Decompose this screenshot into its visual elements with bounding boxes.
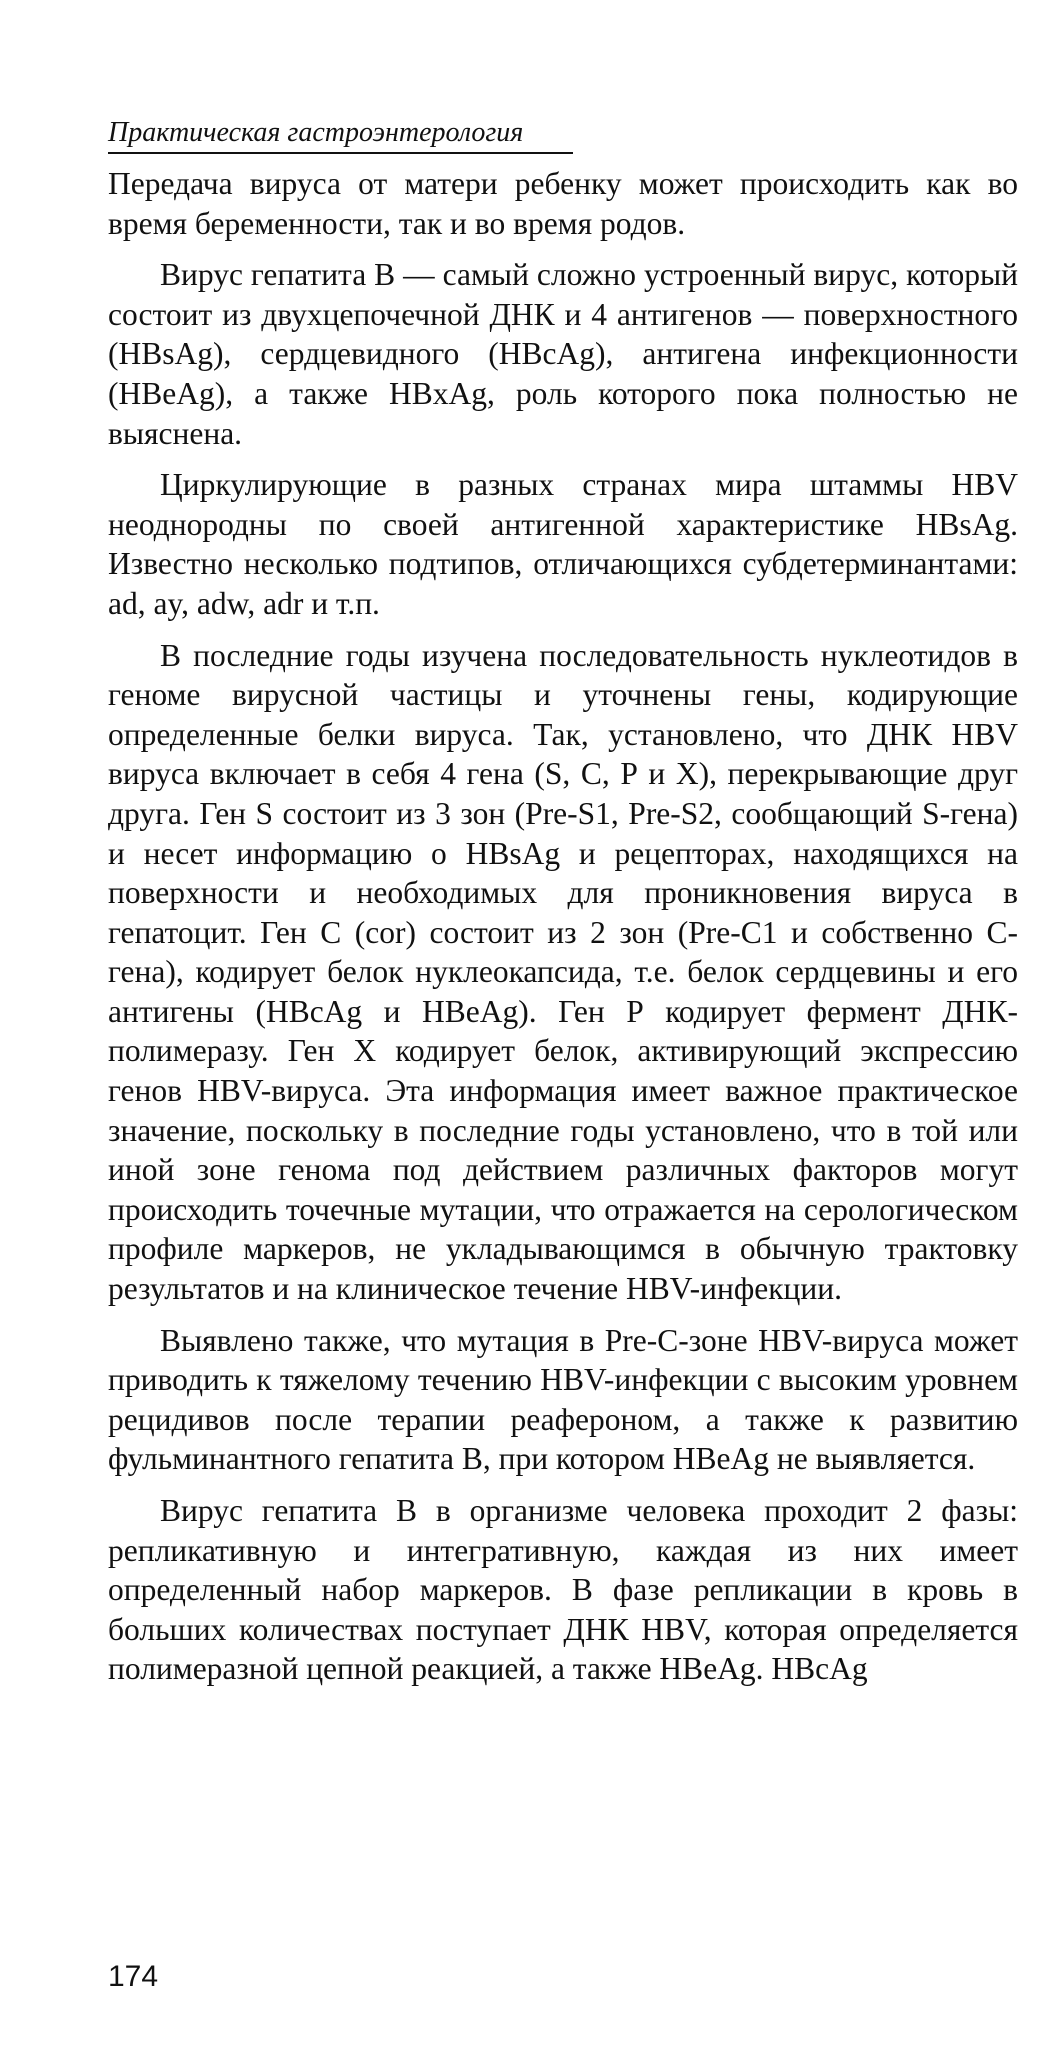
paragraph-1: Передача вируса от матери ребенку может происходить как во время беременности, так и во время родов. xyxy=(108,166,1018,241)
paragraph-4: В последние годы изучена последовательность нуклеотидов в геноме вирусной частицы и уточнены гены, кодирующие определенные белки вируса. Так, установлено, что ДНК HBV вируса включает в себя 4 гена (S, С, Р и X), перекрывающие друг друга. Ген S состоит из 3 зон (Pre-S1, Pre-S2, сообщающий S-гена) и несет информацию о HBsAg и рецепторах, находящихся на поверхности и необходимых для проникновения вируса в гепатоцит. Ген С (cor) состоит из 2 зон (Pre-C1 и собственно С-гена), кодирует белок нуклеокапсида, т.е. белок сердцевины и его антигены (HBcAg и HBeAg). Ген Р кодирует фермент ДНК-полимеразу. Ген X кодирует белок, активирующий экспрессию генов HBV-вируса. Эта информация имеет важное практическое значение, поскольку в последние годы установлено, что в той или иной зоне генома под действием различных факторов могут происходить точечные мутации, что отражается на серологическом профиле маркеров, не укладывающимся в обычную трактовку результатов и на клиническое течение HBV-инфекции. xyxy=(108,637,1018,1307)
paragraph-5: Выявлено также, что мутация в Pre-C-зоне HBV-вируса может приводить к тяжелому течению HBV-инфекции с высоким уровнем рецидивов после терапии реафероном, а также к развитию фульминантного гепатита В, при котором HBeAg не выявляется. xyxy=(108,1322,1018,1477)
body-text xyxy=(108,164,1018,1689)
page-number: 174 xyxy=(108,1960,159,1993)
paragraph-2: Вирус гепатита В — самый сложно устроенный вирус, который состоит из двухцепочечной ДНК и 4 антигенов — поверхностного (HBsAg), сердцевидного (HBcAg), антигена инфекционности (HBeAg), а также HBxAg, роль которого пока полностью не выяснена. xyxy=(108,257,1018,451)
running-head: Практическая гастроэнтерология xyxy=(108,118,573,154)
paragraph-3: Циркулирующие в разных странах мира штаммы HBV неоднородны по своей антигенной характеристике HBsAg. Известно несколько подтипов, отличающихся субдетерминантами: ad, ay, adw, adr и т.п. xyxy=(108,467,1018,621)
paragraph-6: Вирус гепатита В в организме человека проходит 2 фазы: репликативную и интегративную, каждая из них имеет определенный набор маркеров. В фазе репликации в кровь в больших количествах поступает ДНК HBV, которая определяется полимеразной цепной реакцией, а также HBeAg. HBcAg xyxy=(108,1493,1018,1687)
page xyxy=(108,118,1018,1689)
